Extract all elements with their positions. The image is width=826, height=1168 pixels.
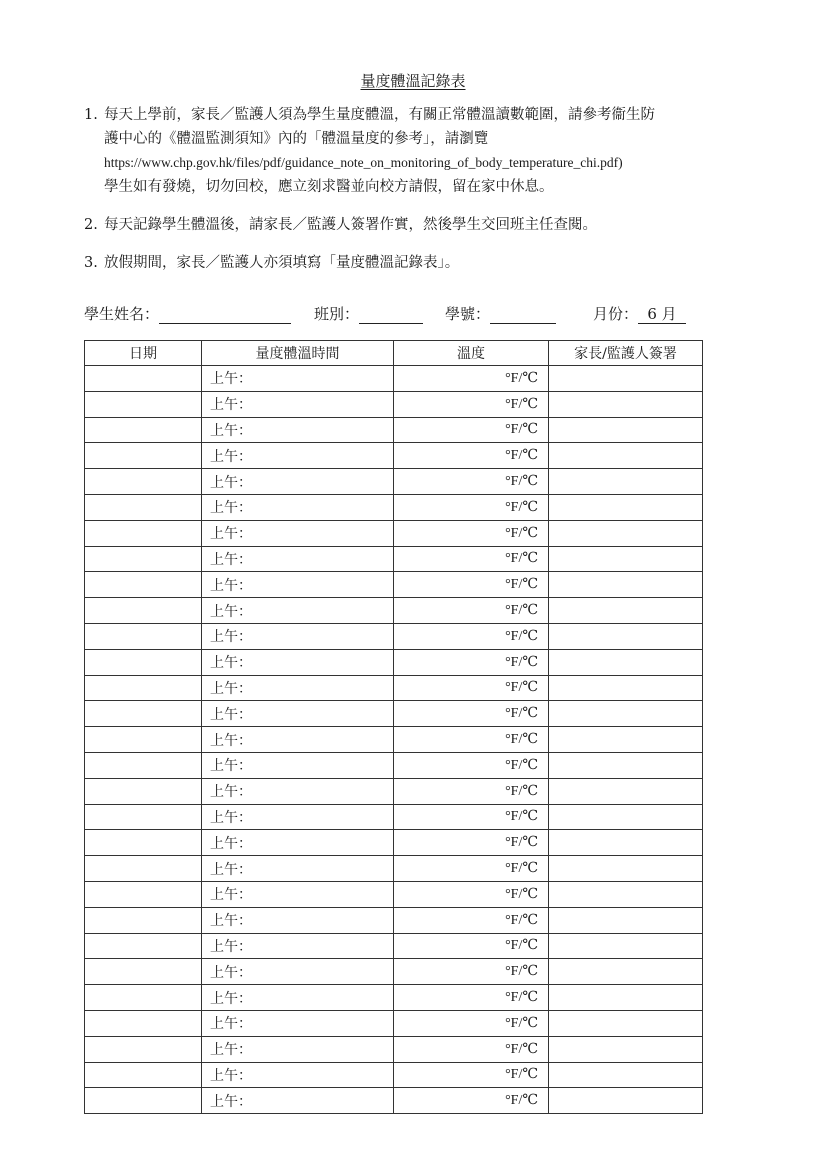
time-column-header: 量度體溫時間: [202, 341, 394, 366]
signature-cell[interactable]: [549, 649, 703, 675]
date-cell[interactable]: [85, 778, 202, 804]
table-row: [85, 1088, 703, 1114]
temperature-cell[interactable]: °F/℃: [394, 778, 549, 804]
table-row: [85, 1010, 703, 1036]
date-cell[interactable]: [85, 881, 202, 907]
signature-cell[interactable]: [549, 520, 703, 546]
date-cell[interactable]: [85, 469, 202, 495]
time-cell[interactable]: 上午：: [202, 572, 394, 598]
time-cell[interactable]: 上午：: [202, 623, 394, 649]
student-name-input[interactable]: [159, 305, 291, 324]
table-row: [85, 520, 703, 546]
date-cell[interactable]: [85, 727, 202, 753]
instruction-number: 3.: [84, 255, 98, 271]
date-cell[interactable]: [85, 804, 202, 830]
date-column-header: 日期: [85, 341, 202, 366]
table-row: [85, 752, 703, 778]
student-name-field: [84, 303, 291, 324]
date-cell[interactable]: [85, 959, 202, 985]
signature-cell[interactable]: [549, 546, 703, 572]
signature-cell[interactable]: [549, 985, 703, 1011]
signature-cell[interactable]: [549, 881, 703, 907]
page-title: 量度體溫記錄表: [360, 72, 466, 90]
time-cell[interactable]: 上午：: [202, 856, 394, 882]
class-input[interactable]: [359, 305, 423, 324]
date-cell[interactable]: [85, 546, 202, 572]
date-cell[interactable]: [85, 1036, 202, 1062]
time-cell[interactable]: 上午：: [202, 417, 394, 443]
class-field: [314, 303, 423, 324]
temperature-cell[interactable]: °F/℃: [394, 1062, 549, 1088]
date-cell[interactable]: [85, 649, 202, 675]
time-cell[interactable]: 上午：: [202, 881, 394, 907]
temperature-log-table: [84, 340, 703, 1114]
instructions: [84, 103, 734, 289]
date-cell[interactable]: [85, 598, 202, 624]
time-cell[interactable]: 上午：: [202, 649, 394, 675]
date-cell[interactable]: [85, 752, 202, 778]
time-cell[interactable]: 上午：: [202, 391, 394, 417]
date-cell[interactable]: [85, 494, 202, 520]
signature-cell[interactable]: [549, 1088, 703, 1114]
table-row: [85, 907, 703, 933]
instruction-item-1: [84, 103, 734, 199]
table-row: [85, 959, 703, 985]
time-cell[interactable]: 上午：: [202, 1036, 394, 1062]
table-row: [85, 985, 703, 1011]
signature-cell[interactable]: [549, 417, 703, 443]
temperature-cell[interactable]: °F/℃: [394, 469, 549, 495]
temperature-cell[interactable]: °F/℃: [394, 804, 549, 830]
temperature-cell[interactable]: °F/℃: [394, 959, 549, 985]
date-cell[interactable]: [85, 856, 202, 882]
table-row: [85, 1062, 703, 1088]
class-label: 班別：: [314, 305, 360, 323]
instruction-item-2: [84, 213, 734, 237]
temperature-cell[interactable]: °F/℃: [394, 1088, 549, 1114]
signature-cell[interactable]: [549, 1010, 703, 1036]
signature-cell[interactable]: [549, 778, 703, 804]
guidance-url: https://www.chp.gov.hk/files/pdf/guidance_note_on_monitoring_of_body_temperature_chi.pdf): [104, 155, 623, 170]
signature-cell[interactable]: [549, 366, 703, 392]
temperature-cell[interactable]: °F/℃: [394, 1036, 549, 1062]
signature-cell[interactable]: [549, 623, 703, 649]
table-row: [85, 391, 703, 417]
signature-cell[interactable]: [549, 598, 703, 624]
signature-cell[interactable]: [549, 701, 703, 727]
date-cell[interactable]: [85, 675, 202, 701]
signature-cell[interactable]: [549, 1062, 703, 1088]
student-info-row: [84, 303, 704, 325]
date-cell[interactable]: [85, 985, 202, 1011]
date-cell[interactable]: [85, 933, 202, 959]
table-row: [85, 856, 703, 882]
time-cell[interactable]: 上午：: [202, 778, 394, 804]
temperature-cell[interactable]: °F/℃: [394, 701, 549, 727]
temperature-cell[interactable]: °F/℃: [394, 546, 549, 572]
date-cell[interactable]: [85, 1010, 202, 1036]
table-row: [85, 804, 703, 830]
temperature-cell[interactable]: °F/℃: [394, 417, 549, 443]
signature-cell[interactable]: [549, 959, 703, 985]
temperature-cell[interactable]: °F/℃: [394, 366, 549, 392]
table-row: [85, 1036, 703, 1062]
table-row: [85, 778, 703, 804]
table-row: [85, 598, 703, 624]
signature-cell[interactable]: [549, 572, 703, 598]
table-row: [85, 933, 703, 959]
date-cell[interactable]: [85, 366, 202, 392]
table-row: [85, 417, 703, 443]
student-number-field: [445, 303, 556, 324]
time-cell[interactable]: 上午：: [202, 469, 394, 495]
table-row: [85, 623, 703, 649]
table-row: [85, 727, 703, 753]
time-cell[interactable]: 上午：: [202, 1010, 394, 1036]
signature-cell[interactable]: [549, 727, 703, 753]
time-cell[interactable]: 上午：: [202, 985, 394, 1011]
instruction-text: 每天記錄學生體溫後，請家長／監護人簽署作實，然後學生交回班主任查閱。: [104, 217, 597, 233]
date-cell[interactable]: [85, 443, 202, 469]
signature-column-header: 家長/監護人簽署: [549, 341, 703, 366]
signature-cell[interactable]: [549, 752, 703, 778]
table-row: [85, 675, 703, 701]
temperature-cell[interactable]: °F/℃: [394, 907, 549, 933]
date-cell[interactable]: [85, 1088, 202, 1114]
temperature-cell[interactable]: °F/℃: [394, 933, 549, 959]
signature-cell[interactable]: [549, 907, 703, 933]
time-cell[interactable]: 上午：: [202, 933, 394, 959]
table-row: [85, 366, 703, 392]
date-cell[interactable]: [85, 572, 202, 598]
table-row: [85, 649, 703, 675]
table-row: [85, 701, 703, 727]
temperature-cell[interactable]: °F/℃: [394, 598, 549, 624]
signature-cell[interactable]: [549, 856, 703, 882]
time-cell[interactable]: 上午：: [202, 752, 394, 778]
date-cell[interactable]: [85, 623, 202, 649]
student-number-input[interactable]: [490, 305, 556, 324]
date-cell[interactable]: [85, 417, 202, 443]
temperature-cell[interactable]: °F/℃: [394, 520, 549, 546]
table-body: [85, 366, 703, 1114]
table-row: [85, 494, 703, 520]
time-cell[interactable]: 上午：: [202, 830, 394, 856]
time-cell[interactable]: 上午：: [202, 1062, 394, 1088]
table-row: [85, 469, 703, 495]
table-row: [85, 881, 703, 907]
time-cell[interactable]: 上午：: [202, 494, 394, 520]
time-cell[interactable]: 上午：: [202, 366, 394, 392]
temperature-cell[interactable]: °F/℃: [394, 649, 549, 675]
table-row: [85, 572, 703, 598]
table-row: [85, 830, 703, 856]
date-cell[interactable]: [85, 830, 202, 856]
time-cell[interactable]: 上午：: [202, 1088, 394, 1114]
temperature-cell[interactable]: °F/℃: [394, 752, 549, 778]
temperature-cell[interactable]: °F/℃: [394, 391, 549, 417]
table-header-row: [85, 341, 703, 366]
date-cell[interactable]: [85, 907, 202, 933]
temperature-cell[interactable]: °F/℃: [394, 494, 549, 520]
temperature-cell[interactable]: °F/℃: [394, 1010, 549, 1036]
time-cell[interactable]: 上午：: [202, 907, 394, 933]
temperature-cell[interactable]: °F/℃: [394, 675, 549, 701]
signature-cell[interactable]: [549, 933, 703, 959]
temperature-cell[interactable]: °F/℃: [394, 443, 549, 469]
time-cell[interactable]: 上午：: [202, 443, 394, 469]
temperature-cell[interactable]: °F/℃: [394, 856, 549, 882]
table-row: [85, 443, 703, 469]
temperature-column-header: 溫度: [394, 341, 549, 366]
instruction-number: 1.: [84, 107, 98, 123]
instruction-number: 2.: [84, 217, 98, 233]
instruction-text: 護中心的《體溫監測須知》內的「體溫量度的參考」，請瀏覽: [104, 131, 489, 147]
student-number-label: 學號：: [445, 305, 491, 323]
signature-cell[interactable]: [549, 804, 703, 830]
temperature-cell[interactable]: °F/℃: [394, 881, 549, 907]
temperature-cell[interactable]: °F/℃: [394, 830, 549, 856]
temperature-cell[interactable]: °F/℃: [394, 623, 549, 649]
date-cell[interactable]: [85, 701, 202, 727]
signature-cell[interactable]: [549, 469, 703, 495]
month-field: [593, 303, 686, 324]
table-row: [85, 546, 703, 572]
time-cell[interactable]: 上午：: [202, 727, 394, 753]
date-cell[interactable]: [85, 520, 202, 546]
instruction-text: 學生如有發燒，切勿回校，應立刻求醫並向校方請假，留在家中休息。: [104, 179, 554, 195]
student-name-label: 學生姓名：: [84, 305, 160, 323]
date-cell[interactable]: [85, 1062, 202, 1088]
date-cell[interactable]: [85, 391, 202, 417]
time-cell[interactable]: 上午：: [202, 959, 394, 985]
signature-cell[interactable]: [549, 494, 703, 520]
month-value[interactable]: 6 月: [638, 305, 686, 324]
instruction-text: 每天上學前，家長／監護人須為學生量度體溫，有關正常體溫讀數範圍，請參考衞生防: [104, 107, 655, 123]
time-cell[interactable]: 上午：: [202, 701, 394, 727]
temperature-cell[interactable]: °F/℃: [394, 727, 549, 753]
time-cell[interactable]: 上午：: [202, 598, 394, 624]
signature-cell[interactable]: [549, 1036, 703, 1062]
time-cell[interactable]: 上午：: [202, 520, 394, 546]
signature-cell[interactable]: [549, 443, 703, 469]
time-cell[interactable]: 上午：: [202, 675, 394, 701]
instruction-item-3: [84, 251, 734, 275]
temperature-cell[interactable]: °F/℃: [394, 572, 549, 598]
signature-cell[interactable]: [549, 675, 703, 701]
time-cell[interactable]: 上午：: [202, 546, 394, 572]
instruction-text: 放假期間，家長／監護人亦須填寫「量度體溫記錄表」。: [104, 255, 460, 271]
temperature-cell[interactable]: °F/℃: [394, 985, 549, 1011]
signature-cell[interactable]: [549, 391, 703, 417]
signature-cell[interactable]: [549, 830, 703, 856]
month-label: 月份：: [593, 305, 639, 323]
time-cell[interactable]: 上午：: [202, 804, 394, 830]
